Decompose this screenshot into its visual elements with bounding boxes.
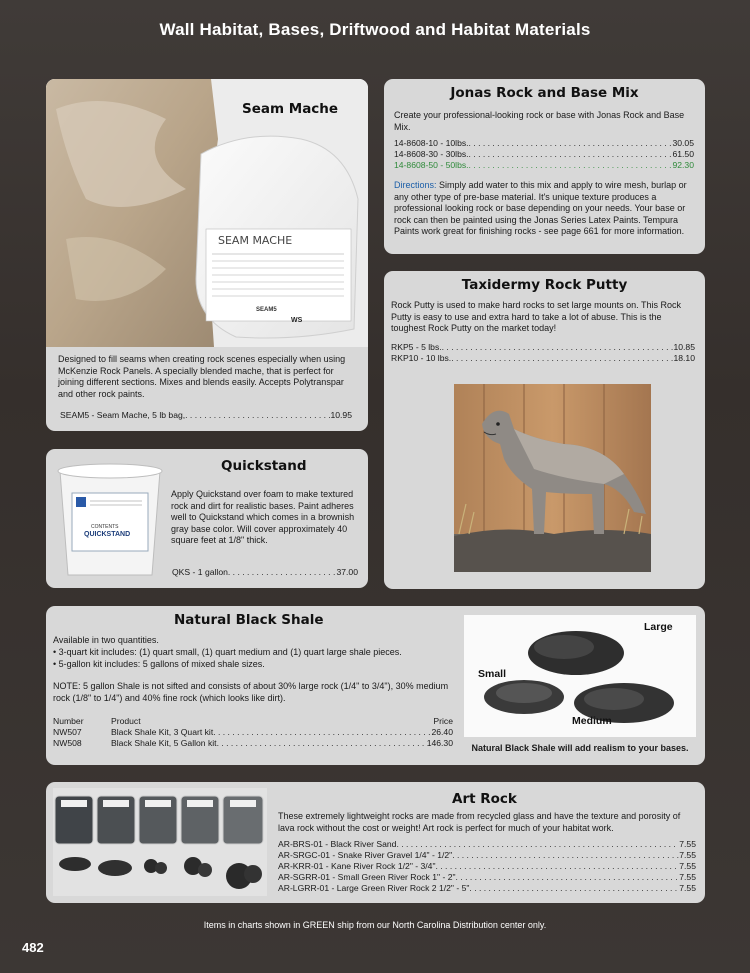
seam-mache-photo	[46, 79, 368, 347]
seam-mache-bag-ws: WS	[291, 317, 303, 324]
leader-dots	[213, 727, 431, 738]
table-header	[53, 716, 453, 727]
product-price: 18.10	[673, 353, 695, 363]
product-price: 10.85	[673, 342, 695, 352]
leader-dots	[469, 138, 673, 149]
product-code: RKP10 - 10 lbs.	[391, 353, 452, 363]
leader-dots	[469, 160, 673, 171]
price-row	[278, 839, 696, 850]
price-row	[391, 353, 695, 364]
product-code: RKP5 - 5 lbs.	[391, 342, 442, 352]
product-code: AR-LGRR-01 - Large Green River Rock 2 1/2" - 5"	[278, 883, 470, 893]
table-row	[53, 727, 453, 738]
leader-dots	[185, 410, 330, 421]
quickstand-tub-label: QUICKSTAND	[84, 531, 131, 538]
price-row	[278, 883, 696, 894]
product-code: AR-BRS-01 - Black River Sand	[278, 839, 397, 849]
leader-dots	[217, 738, 427, 749]
jonas-rock-panel	[384, 79, 705, 254]
leader-dots	[456, 872, 680, 883]
rock-putty-panel	[384, 271, 705, 589]
price-row	[278, 872, 696, 883]
seam-mache-panel	[46, 79, 368, 431]
footer-note: Items in charts shown in GREEN ship from our North Carolina Distribution center only.	[203, 920, 547, 930]
row-price: 146.30	[426, 738, 453, 748]
price-row	[391, 342, 695, 353]
directions-label: Directions:	[394, 180, 437, 190]
page-title: Wall Habitat, Bases, Driftwood and Habitat Materials	[159, 20, 591, 39]
leader-dots	[396, 839, 679, 850]
product-price: 92.30	[672, 160, 694, 170]
product-price: 7.55	[679, 839, 696, 849]
leader-dots	[469, 149, 673, 160]
coyote-mount-image	[454, 384, 651, 572]
table-row	[53, 738, 453, 749]
quickstand-title: Quickstand	[221, 458, 307, 474]
row-price: 26.40	[431, 727, 453, 737]
seam-mache-title: Seam Mache	[242, 101, 339, 117]
leader-dots	[451, 353, 673, 364]
product-price: 7.55	[679, 861, 696, 871]
product-code: SEAM5 - Seam Mache, 5 lb bag,	[60, 410, 186, 420]
price-row	[394, 149, 694, 160]
product-price: 10.95	[330, 410, 352, 420]
quickstand-price-row	[172, 567, 358, 578]
jonas-rock-directions	[394, 180, 696, 238]
black-shale-bullet-2: • 5-gallon kit includes: 5 gallons of mixed shale sizes.	[53, 659, 265, 669]
product-code: QKS - 1 gallon	[172, 567, 228, 577]
product-code: AR-SRGC-01 - Snake River Gravel 1/4" - 1/2"	[278, 850, 453, 860]
art-rock-description: These extremely lightweight rocks are made from recycled glass and have the texture and porosity of lava rock without the cost or weight! Art rock is perfect for much of your habitat work.	[278, 811, 681, 833]
shale-label-small: Small	[478, 668, 507, 680]
quickstand-tub-contents: CONTENTS	[91, 524, 119, 530]
product-code: 14-8608-10 - 10lbs.	[394, 138, 469, 148]
art-rock-image	[53, 788, 267, 896]
jonas-rock-title: Jonas Rock and Base Mix	[450, 85, 639, 101]
black-shale-table	[53, 716, 453, 749]
quickstand-panel	[46, 449, 368, 588]
jonas-rock-price-list	[394, 138, 694, 171]
black-shale-note: NOTE: 5 gallon Shale is not sifted and consists of about 30% large rock (1/4" to 3/4"), 30% medium rock (1/8" to 1/4") and 40% fine rock (which looks like dirt).	[53, 681, 449, 703]
shale-label-medium: Medium	[572, 715, 612, 727]
black-shale-title: Natural Black Shale	[174, 612, 324, 628]
product-code: AR-KRR-01 - Kane River Rock 1/2" - 3/4"	[278, 861, 436, 871]
header-number: Number	[53, 716, 84, 726]
leader-dots	[452, 850, 679, 861]
black-shale-panel	[46, 606, 705, 765]
product-code: AR-SGRR-01 - Small Green River Rock 1" - 2"	[278, 872, 456, 882]
product-price: 30.05	[672, 138, 694, 148]
product-code: 14-8608-50 - 50lbs.	[394, 160, 469, 170]
quickstand-description: Apply Quickstand over foam to make textured rock and dirt for realistic bases. Paint adheres well to Quickstand which comes in a brownish gray base color. Will cover approximately 40 square feet at 1/8" thick.	[171, 489, 355, 545]
page-number: 482	[22, 940, 44, 955]
product-price: 7.55	[679, 883, 696, 893]
leader-dots	[228, 567, 337, 578]
row-product: Black Shale Kit, 3 Quart kit	[111, 727, 214, 737]
seam-mache-image	[46, 79, 368, 347]
leader-dots	[469, 883, 679, 894]
row-product: Black Shale Kit, 5 Gallon kit	[111, 738, 217, 748]
quickstand-tub-image	[54, 457, 166, 585]
row-number: NW508	[53, 738, 82, 748]
header-price: Price	[433, 716, 453, 726]
black-shale-bullet-1: • 3-quart kit includes: (1) quart small, (1) quart medium and (1) quart large shale pieces.	[53, 647, 402, 657]
art-rock-title: Art Rock	[452, 791, 517, 807]
black-shale-available: Available in two quantities.	[53, 635, 159, 645]
seam-mache-price-row	[60, 410, 352, 421]
black-shale-caption: Natural Black Shale will add realism to your bases.	[471, 743, 689, 753]
jonas-rock-intro: Create your professional-looking rock or base with Jonas Rock and Base Mix.	[394, 110, 685, 132]
price-row-green	[394, 160, 694, 171]
seam-mache-bag-code: SEAM5	[256, 307, 277, 313]
seam-mache-bag-label: SEAM MACHE	[218, 234, 293, 247]
product-price: 7.55	[679, 872, 696, 882]
price-row	[278, 861, 696, 872]
product-code: 14-8608-30 - 30lbs.	[394, 149, 469, 159]
leader-dots	[436, 861, 680, 872]
black-shale-photo	[464, 615, 696, 737]
leader-dots	[442, 342, 674, 353]
rock-putty-title: Taxidermy Rock Putty	[461, 277, 628, 293]
product-price: 37.00	[336, 567, 358, 577]
art-rock-panel	[46, 782, 705, 903]
header-product: Product	[111, 716, 141, 726]
price-row	[278, 850, 696, 861]
rock-putty-description: Rock Putty is used to make hard rocks to set large mounts on. This Rock Putty is easy to use and extra hard to take a lot of abuse. This is the toughest Rock Putty on the market today!	[391, 300, 681, 333]
seam-mache-description: Designed to fill seams when creating rock scenes especially when using McKenzie Rock Panels. A specially blended mache, that is perfect for joining different sections. Mixes and blends easily. Accepts Polytranspar and other rock paints.	[58, 354, 346, 399]
product-price: 7.55	[679, 850, 696, 860]
row-number: NW507	[53, 727, 82, 737]
shale-label-large: Large	[644, 621, 673, 633]
product-price: 61.50	[672, 149, 694, 159]
art-rock-price-list	[278, 839, 696, 894]
rock-putty-price-list	[391, 342, 695, 364]
directions-text: Simply add water to this mix and apply to wire mesh, burlap or any other type of pre-base material. It's unique texture produces a professional looking rock or base depending on your needs. Your base or rock can then be painted using the Jonas Series Latex Paints. Tempura Paints work great for finishing rocks - see page 661 for more information.	[394, 180, 687, 236]
price-row	[394, 138, 694, 149]
